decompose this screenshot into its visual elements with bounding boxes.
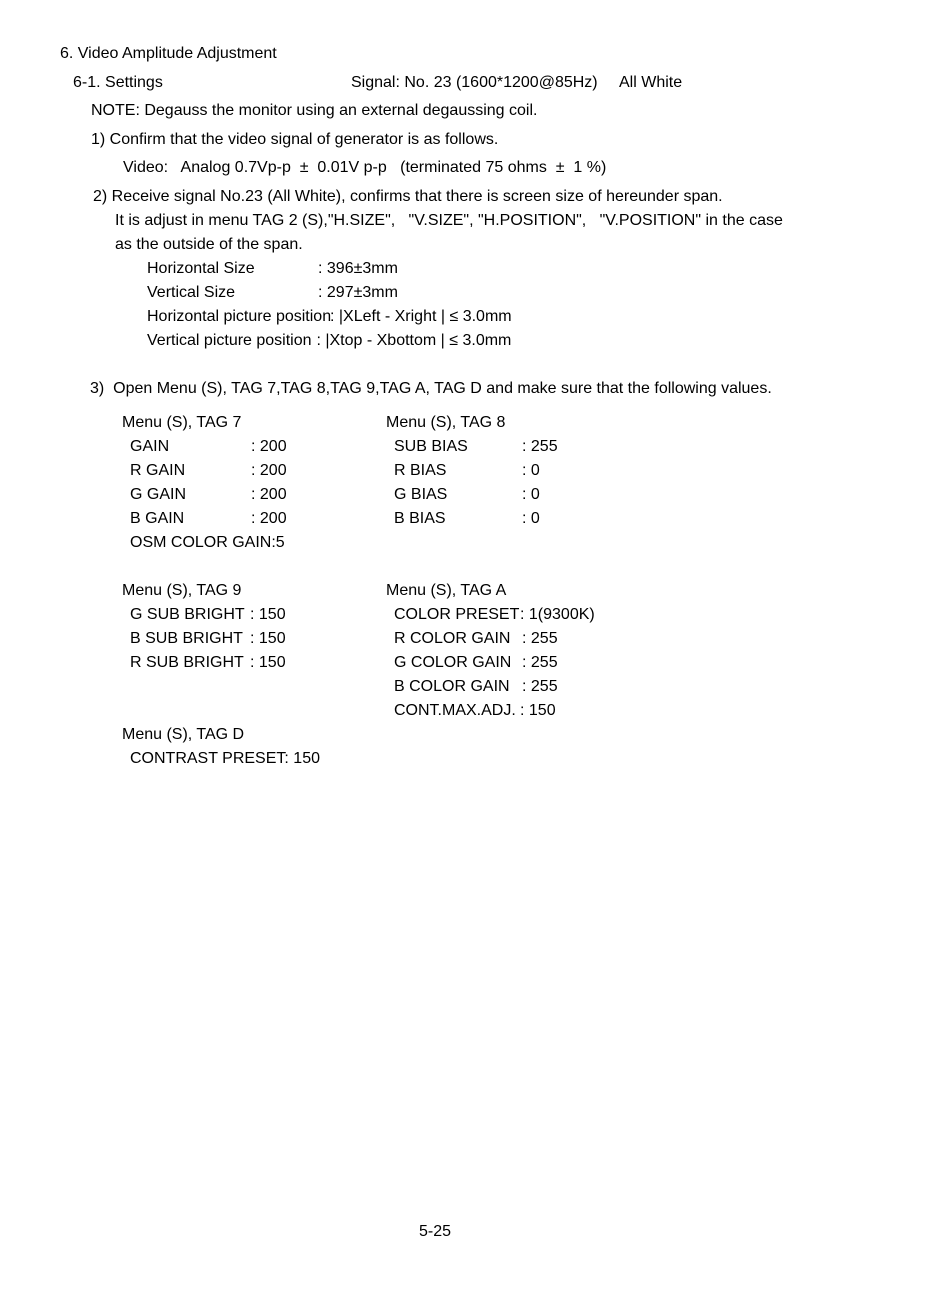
- page-number: 5-25: [419, 1223, 452, 1240]
- tag8-row-value: : 0: [522, 486, 540, 503]
- spec-value: : |XLeft - Xright | ≤ 3.0mm: [330, 308, 512, 325]
- taga-row-label: G COLOR GAIN: [394, 654, 512, 671]
- taga-row-label: R COLOR GAIN: [394, 630, 511, 647]
- note: NOTE: Degauss the monitor using an external degaussing coil.: [91, 102, 538, 119]
- taga-title: Menu (S), TAG A: [386, 582, 507, 599]
- spec-label: Horizontal Size: [147, 260, 255, 277]
- taga-row-label: CONT.MAX.ADJ.: [394, 702, 516, 719]
- tag9-title: Menu (S), TAG 9: [122, 582, 242, 599]
- tag7-row-label: B GAIN: [130, 510, 185, 527]
- tag8-row-label: R BIAS: [394, 462, 447, 479]
- tag7-osm-color-gain: OSM COLOR GAIN:5: [130, 534, 285, 551]
- step2-line3: as the outside of the span.: [115, 236, 303, 253]
- spec-label: Horizontal picture position: [147, 308, 332, 325]
- tag8-row-label: B BIAS: [394, 510, 446, 527]
- spec-value: : 396±3mm: [318, 260, 398, 277]
- tag9-row-value: : 150: [250, 630, 286, 647]
- tag8-row-value: : 255: [522, 438, 558, 455]
- tag7-title: Menu (S), TAG 7: [122, 414, 242, 431]
- taga-row-value: : 150: [520, 702, 556, 719]
- step2-line1: 2) Receive signal No.23 (All White), confirms that there is screen size of hereunder span.: [93, 188, 723, 205]
- tag8-row-label: SUB BIAS: [394, 438, 468, 455]
- tag8-row-value: : 0: [522, 510, 540, 527]
- tag8-row-label: G BIAS: [394, 486, 448, 503]
- taga-row-value: : 255: [522, 678, 558, 695]
- signal-info: Signal: No. 23 (1600*1200@85Hz): [351, 74, 598, 91]
- step2-line2: It is adjust in menu TAG 2 (S),"H.SIZE", "V.SIZE", "H.POSITION", "V.POSITION" in the case: [115, 212, 783, 229]
- tag7-row-value: : 200: [251, 510, 287, 527]
- tag7-row-value: : 200: [251, 438, 287, 455]
- spec-value: : |Xtop - Xbottom | ≤ 3.0mm: [312, 332, 512, 349]
- tagd-title: Menu (S), TAG D: [122, 726, 245, 743]
- tag9-row-label: R SUB BRIGHT: [130, 654, 244, 671]
- tag9-row-label: B SUB BRIGHT: [130, 630, 243, 647]
- tag8-row-value: : 0: [522, 462, 540, 479]
- taga-row-label: COLOR PRESET: [394, 606, 520, 623]
- tagd-contrast-preset: CONTRAST PRESET: 150: [130, 750, 320, 767]
- step3-text: 3) Open Menu (S), TAG 7,TAG 8,TAG 9,TAG A, TAG D and make sure that the following values.: [90, 380, 772, 397]
- spec-value: : 297±3mm: [318, 284, 398, 301]
- tag7-row-label: R GAIN: [130, 462, 186, 479]
- taga-row-value: : 255: [522, 630, 558, 647]
- taga-row-value: : 255: [522, 654, 558, 671]
- tag9-row-value: : 150: [250, 654, 286, 671]
- tag7-row-value: : 200: [251, 486, 287, 503]
- tag8-title: Menu (S), TAG 8: [386, 414, 506, 431]
- step1-video-spec: Video: Analog 0.7Vp-p ± 0.01V p-p (terminated 75 ohms ± 1 %): [123, 159, 607, 176]
- signal-pattern: All White: [619, 74, 683, 91]
- tag7-row-value: : 200: [251, 462, 287, 479]
- tag9-row-label: G SUB BRIGHT: [130, 606, 245, 623]
- taga-row-value: : 1(9300K): [520, 606, 595, 623]
- tag7-row-label: G GAIN: [130, 486, 187, 503]
- section-title: 6. Video Amplitude Adjustment: [60, 45, 277, 62]
- tag7-row-label: GAIN: [130, 438, 170, 455]
- taga-row-label: B COLOR GAIN: [394, 678, 510, 695]
- settings-label: 6-1. Settings: [73, 74, 163, 91]
- tag9-row-value: : 150: [250, 606, 286, 623]
- spec-label: Vertical picture position: [147, 332, 312, 349]
- spec-label: Vertical Size: [147, 284, 236, 301]
- step1-text: 1) Confirm that the video signal of generator is as follows.: [91, 131, 499, 148]
